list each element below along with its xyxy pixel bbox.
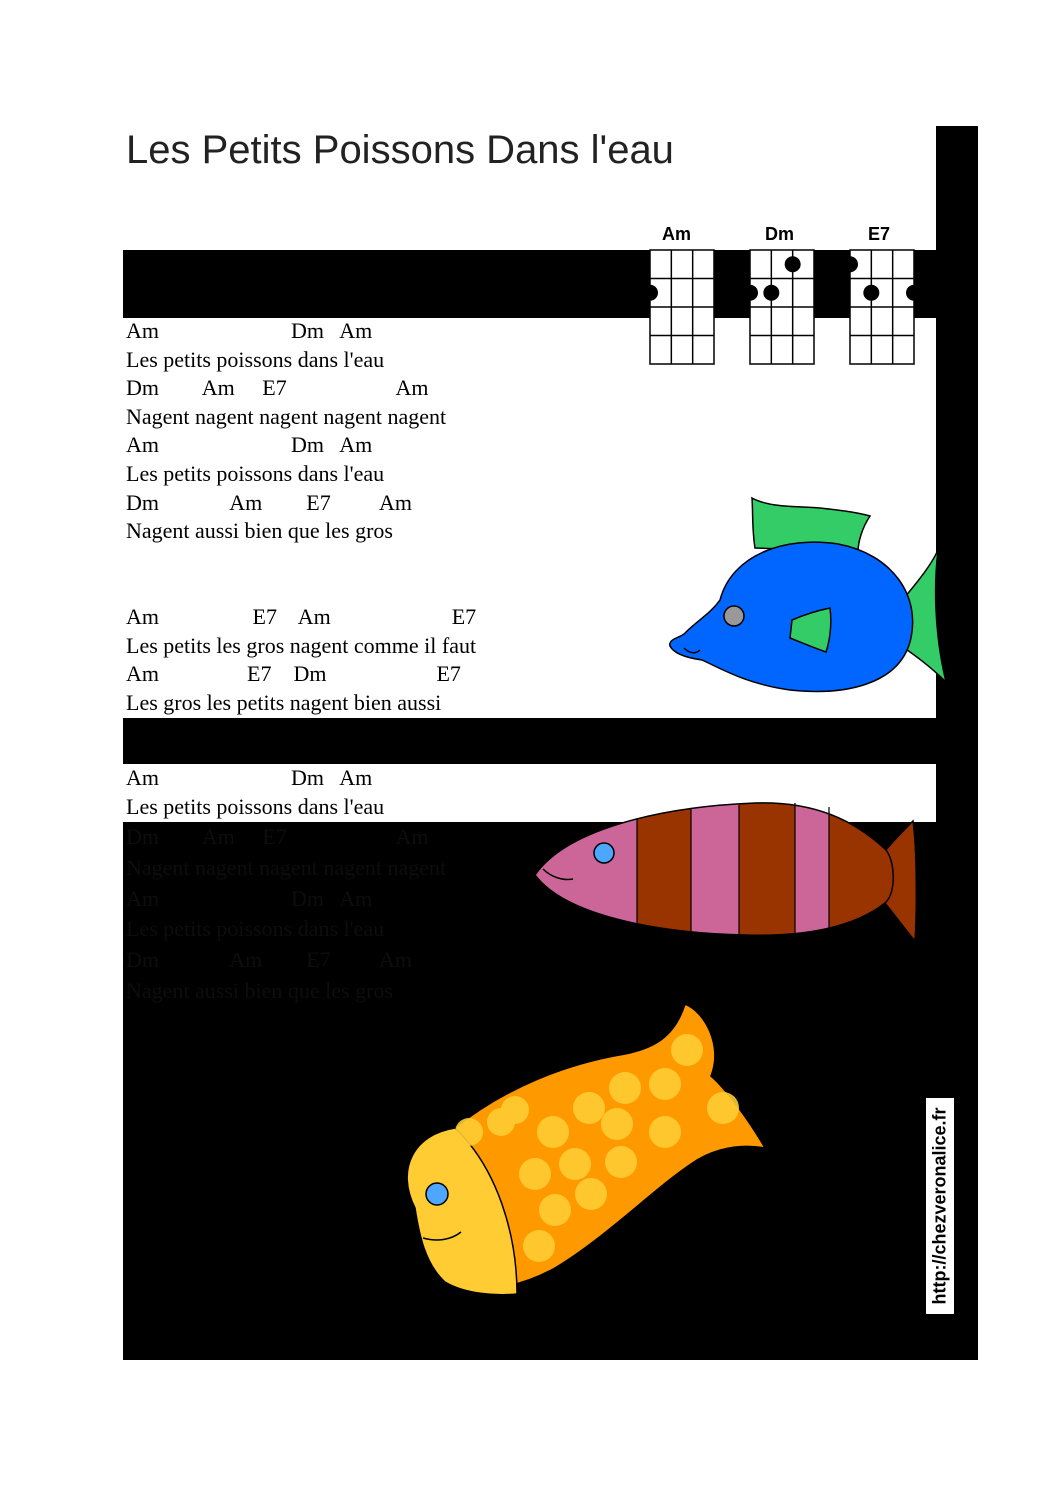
chord-name-am: Am [662,224,692,244]
lyric-line: Les petits poissons dans l'eau [126,793,385,819]
verse-1 [126,317,446,546]
chord-line: Am Dm Am [126,765,373,790]
website-url [926,1098,954,1314]
finger-dot [785,256,801,272]
finger-dot [906,285,922,301]
lyric-line: Les petits poissons dans l'eau [126,460,385,486]
lyric-line: Les petits poissons dans l'eau [126,346,385,372]
lyric-line: Les petits poissons dans l'eau [126,916,385,942]
chord-line: Dm Am E7 Am [126,489,413,515]
blue-fish-illustration [660,492,950,702]
black-band-middle [123,718,936,764]
finger-dot [763,285,779,301]
chord-line: Dm Am E7 Am [126,824,429,849]
lyric-line: Nagent aussi bien que les gros [126,977,393,1003]
finger-dot [642,285,658,301]
chord-line: Am Dm Am [126,318,373,343]
chord-line: Dm Am E7 Am [126,375,429,401]
verse-2 [126,764,384,821]
verse-3 [126,822,446,1007]
chord-line: Am E7 Am E7 [126,604,477,629]
lyric-line: Nagent nagent nagent nagent nagent [126,854,447,880]
chord-name-dm: Dm [765,224,795,244]
chord-name-e7: E7 [868,224,891,244]
lyric-line: Les petits les gros nagent comme il faut [126,632,477,658]
finger-dot [863,285,879,301]
lyric-line: Nagent nagent nagent nagent nagent [126,403,447,429]
lyric-line: Les gros les petits nagent bien aussi [126,689,442,715]
bridge [126,603,476,717]
finger-dot [742,285,758,301]
striped-fish-illustration [525,795,925,950]
chord-line: Am Dm Am [126,432,373,458]
page-title: Les Petits Poissons Dans l'eau [126,128,674,172]
website-url-text: http://chezveronalice.fr [929,1107,950,1305]
chord-diagram-dm [742,246,822,366]
chord-diagram-e7 [842,246,922,366]
finger-dot [842,256,858,272]
orange-fish-illustration [385,998,775,1308]
chord-line: Dm Am E7 Am [126,947,413,973]
chord-diagram-am [642,246,722,366]
lyric-line: Nagent aussi bien que les gros [126,518,393,544]
chord-line: Am Dm Am [126,885,373,911]
chord-line: Am E7 Dm E7 [126,661,461,687]
